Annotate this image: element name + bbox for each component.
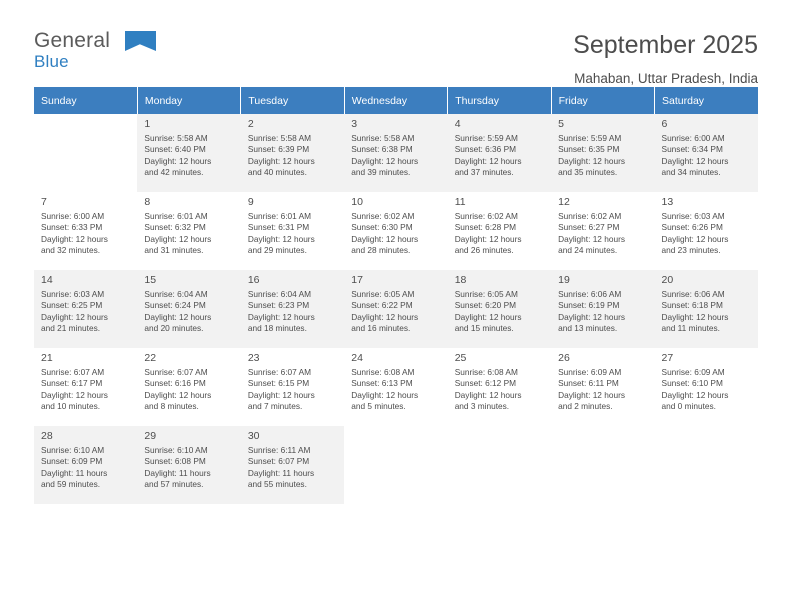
day-info-line: Sunrise: 6:10 AM	[41, 445, 105, 455]
calendar-day-cell	[137, 348, 240, 426]
calendar-day-2[interactable]	[241, 114, 344, 192]
day-info-line: Daylight: 12 hours	[454, 311, 522, 322]
day-sun-info	[558, 367, 648, 413]
calendar-day-empty	[344, 426, 447, 504]
day-info-line: Daylight: 12 hours	[454, 389, 522, 400]
day-info-line: Sunset: 6:16 PM	[144, 378, 206, 389]
day-number: 1	[144, 118, 151, 130]
day-number: 27	[661, 352, 674, 364]
location-subtitle: Mahaban, Uttar Pradesh, India	[574, 70, 758, 86]
day-number: 4	[454, 118, 461, 130]
day-number: 18	[454, 274, 467, 286]
day-info-line: Sunset: 6:11 PM	[558, 378, 619, 389]
calendar-day-11[interactable]	[448, 192, 551, 270]
calendar-table	[34, 87, 758, 504]
day-info-line: and 16 minutes.	[351, 323, 411, 334]
calendar-week-row	[34, 270, 758, 348]
calendar-day-21[interactable]	[34, 348, 137, 426]
calendar-day-cell	[34, 270, 137, 348]
day-info-line: Sunset: 6:12 PM	[454, 378, 517, 389]
day-info-line: and 55 minutes.	[247, 479, 307, 490]
day-sun-info	[455, 133, 545, 179]
calendar-day-7[interactable]	[34, 192, 137, 270]
day-info-line: and 0 minutes.	[661, 401, 716, 412]
day-sun-info	[41, 367, 131, 413]
day-sun-info	[662, 133, 752, 179]
day-sun-info	[144, 133, 234, 179]
day-info-line: and 13 minutes.	[558, 323, 618, 334]
day-info-line: Daylight: 12 hours	[247, 155, 315, 166]
day-info-line: Sunrise: 6:02 AM	[558, 211, 622, 221]
day-sun-info	[248, 211, 338, 257]
day-info-line: Sunset: 6:26 PM	[661, 222, 723, 233]
day-number: 21	[41, 352, 53, 364]
day-info-line: Sunset: 6:13 PM	[351, 378, 413, 389]
day-info-line: and 18 minutes.	[247, 323, 307, 334]
day-info-line: Sunset: 6:39 PM	[247, 144, 310, 155]
calendar-day-cell	[655, 270, 758, 348]
calendar-day-15[interactable]	[137, 270, 240, 348]
day-info-line: and 20 minutes.	[144, 323, 204, 334]
day-number: 14	[41, 274, 53, 286]
calendar-day-cell	[137, 192, 240, 270]
day-info-line: Sunrise: 6:06 AM	[558, 289, 622, 299]
day-info-line: Daylight: 12 hours	[351, 233, 419, 244]
day-info-line: Sunrise: 6:04 AM	[144, 289, 208, 299]
day-number: 15	[144, 274, 157, 286]
day-info-line: Sunrise: 6:03 AM	[661, 211, 725, 221]
day-number: 10	[351, 196, 363, 208]
calendar-day-cell	[655, 348, 758, 426]
day-sun-info	[248, 445, 338, 491]
calendar-day-cell	[655, 426, 758, 504]
weekday-header-sunday: Sunday	[34, 87, 137, 114]
day-info-line: Sunrise: 6:08 AM	[351, 367, 415, 377]
day-info-line: Sunrise: 5:59 AM	[454, 133, 518, 143]
day-info-line: and 32 minutes.	[41, 245, 101, 256]
day-info-line: Daylight: 12 hours	[558, 233, 625, 244]
day-info-line: Daylight: 12 hours	[41, 311, 108, 322]
day-info-line: and 28 minutes.	[351, 245, 411, 256]
day-info-line: and 7 minutes.	[247, 401, 303, 412]
day-number: 25	[454, 352, 467, 364]
day-number: 30	[247, 430, 260, 442]
calendar-day-16[interactable]	[241, 270, 344, 348]
calendar-day-25[interactable]	[448, 348, 551, 426]
day-info-line: Daylight: 12 hours	[41, 389, 108, 400]
calendar-day-cell	[448, 192, 551, 270]
calendar-day-cell	[551, 192, 654, 270]
day-info-line: Daylight: 12 hours	[247, 233, 315, 244]
day-sun-info	[351, 289, 441, 335]
calendar-day-cell	[137, 114, 240, 192]
day-info-line: Sunset: 6:15 PM	[247, 378, 310, 389]
day-sun-info	[351, 367, 441, 413]
day-info-line: Daylight: 12 hours	[144, 155, 212, 166]
brand-name-blue: Blue	[34, 52, 69, 71]
day-info-line: and 34 minutes.	[661, 167, 721, 178]
calendar-day-cell	[137, 426, 240, 504]
day-info-line: and 40 minutes.	[247, 167, 307, 178]
day-number: 26	[558, 352, 570, 364]
calendar-day-26[interactable]	[551, 348, 654, 426]
calendar-day-13[interactable]	[655, 192, 758, 270]
weekday-header-saturday: Saturday	[655, 87, 758, 114]
weekday-header-monday: Monday	[137, 87, 240, 114]
day-info-line: Daylight: 12 hours	[247, 311, 315, 322]
day-info-line: Daylight: 12 hours	[558, 155, 625, 166]
calendar-day-cell	[241, 348, 344, 426]
day-number: 11	[454, 196, 466, 208]
day-number: 29	[144, 430, 157, 442]
day-sun-info	[662, 211, 752, 257]
day-sun-info	[144, 445, 234, 491]
day-info-line: Sunrise: 6:02 AM	[351, 211, 415, 221]
calendar-day-cell	[34, 192, 137, 270]
day-info-line: and 35 minutes.	[558, 167, 618, 178]
day-sun-info	[455, 367, 545, 413]
day-info-line: and 2 minutes.	[558, 401, 613, 412]
day-info-line: Daylight: 12 hours	[558, 389, 625, 400]
brand-name-general: General	[34, 29, 111, 52]
day-info-line: Daylight: 12 hours	[144, 311, 212, 322]
day-info-line: Daylight: 12 hours	[351, 155, 419, 166]
day-sun-info	[351, 211, 441, 257]
day-info-line: Sunrise: 6:11 AM	[247, 445, 311, 455]
day-info-line: Daylight: 12 hours	[144, 233, 212, 244]
day-info-line: and 42 minutes.	[144, 167, 204, 178]
calendar-day-9[interactable]	[241, 192, 344, 270]
page-title: September 2025	[573, 31, 758, 59]
day-info-line: Sunset: 6:23 PM	[247, 300, 310, 311]
day-number: 3	[351, 118, 358, 130]
calendar-day-6[interactable]	[655, 114, 758, 192]
calendar-day-cell	[448, 114, 551, 192]
day-number: 6	[661, 118, 668, 130]
day-info-line: Sunset: 6:20 PM	[454, 300, 517, 311]
day-info-line: Sunrise: 5:58 AM	[247, 133, 312, 143]
day-info-line: Daylight: 11 hours	[41, 467, 108, 478]
day-info-line: Daylight: 12 hours	[661, 311, 729, 322]
calendar-day-cell	[655, 192, 758, 270]
day-info-line: Sunset: 6:38 PM	[351, 144, 413, 155]
day-info-line: and 26 minutes.	[454, 245, 514, 256]
calendar-day-23[interactable]	[241, 348, 344, 426]
day-sun-info	[41, 289, 131, 335]
calendar-day-cell	[137, 270, 240, 348]
day-info-line: and 10 minutes.	[41, 401, 101, 412]
day-info-line: and 29 minutes.	[247, 245, 307, 256]
day-info-line: Sunset: 6:34 PM	[661, 144, 723, 155]
day-info-line: Sunrise: 6:08 AM	[454, 367, 518, 377]
day-info-line: Sunset: 6:10 PM	[661, 378, 723, 389]
day-info-line: Sunset: 6:25 PM	[41, 300, 103, 311]
day-sun-info	[41, 445, 131, 491]
calendar-week-row	[34, 192, 758, 270]
day-info-line: Sunset: 6:07 PM	[247, 456, 310, 467]
day-info-line: Daylight: 12 hours	[247, 389, 315, 400]
day-info-line: Daylight: 11 hours	[144, 467, 211, 478]
day-info-line: Daylight: 12 hours	[454, 233, 522, 244]
day-number: 17	[351, 274, 363, 286]
day-sun-info	[351, 133, 441, 179]
day-info-line: Sunset: 6:36 PM	[454, 144, 517, 155]
day-info-line: Daylight: 12 hours	[144, 389, 212, 400]
calendar-day-empty	[34, 114, 137, 192]
calendar-day-cell	[34, 426, 137, 504]
day-sun-info	[144, 289, 234, 335]
day-info-line: Sunset: 6:32 PM	[144, 222, 206, 233]
day-info-line: Sunrise: 6:00 AM	[661, 133, 725, 143]
day-info-line: Sunset: 6:28 PM	[454, 222, 517, 233]
day-sun-info	[662, 289, 752, 335]
calendar-day-cell	[448, 270, 551, 348]
day-info-line: and 37 minutes.	[454, 167, 514, 178]
day-info-line: Sunrise: 5:58 AM	[144, 133, 208, 143]
weekday-header-friday: Friday	[551, 87, 654, 114]
day-info-line: Sunset: 6:33 PM	[41, 222, 103, 233]
calendar-day-cell	[34, 348, 137, 426]
day-info-line: and 8 minutes.	[144, 401, 199, 412]
calendar-day-cell	[344, 270, 447, 348]
calendar-day-22[interactable]	[137, 348, 240, 426]
day-sun-info	[248, 367, 338, 413]
day-info-line: and 31 minutes.	[144, 245, 204, 256]
calendar-day-14[interactable]	[34, 270, 137, 348]
day-info-line: Sunrise: 6:07 AM	[41, 367, 105, 377]
day-info-line: and 11 minutes.	[661, 323, 720, 334]
day-info-line: and 5 minutes.	[351, 401, 406, 412]
day-info-line: Sunrise: 6:02 AM	[454, 211, 518, 221]
calendar-day-cell	[241, 426, 344, 504]
day-info-line: Sunrise: 6:04 AM	[247, 289, 312, 299]
calendar-day-4[interactable]	[448, 114, 551, 192]
day-number: 12	[558, 196, 570, 208]
calendar-day-empty	[655, 426, 758, 504]
day-info-line: Sunrise: 6:09 AM	[661, 367, 725, 377]
day-number: 16	[247, 274, 260, 286]
day-info-line: Daylight: 12 hours	[558, 311, 625, 322]
day-info-line: Sunrise: 6:09 AM	[558, 367, 622, 377]
day-sun-info	[662, 367, 752, 413]
calendar-week-row	[34, 426, 758, 504]
day-info-line: and 59 minutes.	[41, 479, 101, 490]
day-number: 9	[247, 196, 254, 208]
day-info-line: Sunset: 6:35 PM	[558, 144, 620, 155]
day-number: 19	[558, 274, 570, 286]
day-info-line: Daylight: 12 hours	[661, 389, 729, 400]
calendar-day-29[interactable]	[137, 426, 240, 504]
day-info-line: and 15 minutes.	[454, 323, 514, 334]
calendar-day-cell	[655, 114, 758, 192]
day-sun-info	[144, 367, 234, 413]
calendar-day-cell	[241, 192, 344, 270]
day-info-line: Sunset: 6:17 PM	[41, 378, 103, 389]
day-info-line: Daylight: 12 hours	[351, 389, 419, 400]
calendar-day-cell	[551, 426, 654, 504]
calendar-day-1[interactable]	[137, 114, 240, 192]
calendar-body	[34, 114, 758, 504]
calendar-day-10[interactable]	[344, 192, 447, 270]
calendar-day-cell	[241, 114, 344, 192]
day-sun-info	[558, 289, 648, 335]
day-number: 13	[661, 196, 674, 208]
calendar-day-cell	[551, 270, 654, 348]
calendar-day-3[interactable]	[344, 114, 447, 192]
brand-logo	[34, 30, 164, 78]
calendar-header-row	[34, 87, 758, 114]
day-number: 7	[41, 196, 47, 208]
day-sun-info	[248, 289, 338, 335]
calendar-day-cell	[448, 348, 551, 426]
day-sun-info	[248, 133, 338, 179]
calendar-day-cell	[241, 270, 344, 348]
day-info-line: Sunset: 6:31 PM	[247, 222, 310, 233]
day-number: 28	[41, 430, 53, 442]
calendar-day-28[interactable]	[34, 426, 137, 504]
day-info-line: and 21 minutes.	[41, 323, 101, 334]
day-info-line: Sunrise: 6:00 AM	[41, 211, 105, 221]
day-info-line: Sunrise: 6:03 AM	[41, 289, 105, 299]
day-info-line: Sunset: 6:40 PM	[144, 144, 206, 155]
day-number: 22	[144, 352, 157, 364]
title-block	[573, 30, 758, 86]
day-info-line: Sunset: 6:09 PM	[41, 456, 103, 467]
day-info-line: Daylight: 12 hours	[661, 155, 729, 166]
weekday-header-wednesday: Wednesday	[344, 87, 447, 114]
day-info-line: Daylight: 11 hours	[247, 467, 315, 478]
day-info-line: and 57 minutes.	[144, 479, 204, 490]
day-info-line: Sunset: 6:19 PM	[558, 300, 620, 311]
calendar-day-cell	[551, 114, 654, 192]
calendar-day-8[interactable]	[137, 192, 240, 270]
day-info-line: Daylight: 12 hours	[351, 311, 419, 322]
weekday-header-thursday: Thursday	[448, 87, 551, 114]
calendar-week-row	[34, 114, 758, 192]
day-info-line: Sunrise: 6:07 AM	[247, 367, 312, 377]
calendar-day-cell	[344, 114, 447, 192]
calendar-day-cell	[344, 426, 447, 504]
day-info-line: Sunrise: 6:05 AM	[351, 289, 415, 299]
day-info-line: Daylight: 12 hours	[41, 233, 108, 244]
calendar-day-empty	[551, 426, 654, 504]
calendar-day-cell	[34, 114, 137, 192]
day-info-line: Sunrise: 6:10 AM	[144, 445, 208, 455]
page-header	[34, 0, 758, 86]
calendar-day-24[interactable]	[344, 348, 447, 426]
day-info-line: and 23 minutes.	[661, 245, 721, 256]
weekday-header-tuesday: Tuesday	[241, 87, 344, 114]
day-info-line: Sunrise: 5:58 AM	[351, 133, 415, 143]
day-info-line: Daylight: 12 hours	[661, 233, 729, 244]
calendar-day-5[interactable]	[551, 114, 654, 192]
day-sun-info	[455, 211, 545, 257]
calendar-day-cell	[551, 348, 654, 426]
day-info-line: and 24 minutes.	[558, 245, 618, 256]
day-info-line: Sunset: 6:22 PM	[351, 300, 413, 311]
calendar-day-cell	[344, 192, 447, 270]
calendar-day-27[interactable]	[655, 348, 758, 426]
day-info-line: Sunrise: 6:06 AM	[661, 289, 725, 299]
day-number: 8	[144, 196, 151, 208]
day-sun-info	[558, 211, 648, 257]
calendar-day-cell	[448, 426, 551, 504]
calendar-day-18[interactable]	[448, 270, 551, 348]
day-sun-info	[144, 211, 234, 257]
day-info-line: and 3 minutes.	[454, 401, 510, 412]
day-sun-info	[41, 211, 131, 257]
day-info-line: Sunrise: 5:59 AM	[558, 133, 622, 143]
day-info-line: and 39 minutes.	[351, 167, 411, 178]
calendar-day-30[interactable]	[241, 426, 344, 504]
day-number: 20	[661, 274, 674, 286]
day-info-line: Sunrise: 6:01 AM	[144, 211, 208, 221]
day-info-line: Sunset: 6:24 PM	[144, 300, 206, 311]
day-number: 24	[351, 352, 363, 364]
day-sun-info	[455, 289, 545, 335]
calendar-day-20[interactable]	[655, 270, 758, 348]
calendar-day-17[interactable]	[344, 270, 447, 348]
day-info-line: Daylight: 12 hours	[454, 155, 522, 166]
calendar-day-empty	[448, 426, 551, 504]
day-number: 23	[247, 352, 260, 364]
day-number: 5	[558, 118, 564, 130]
calendar-day-12[interactable]	[551, 192, 654, 270]
day-info-line: Sunrise: 6:01 AM	[247, 211, 312, 221]
day-info-line: Sunset: 6:08 PM	[144, 456, 206, 467]
calendar-day-cell	[344, 348, 447, 426]
day-info-line: Sunset: 6:27 PM	[558, 222, 620, 233]
day-info-line: Sunrise: 6:05 AM	[454, 289, 518, 299]
day-number: 2	[247, 118, 254, 130]
day-info-line: Sunrise: 6:07 AM	[144, 367, 208, 377]
calendar-day-19[interactable]	[551, 270, 654, 348]
day-info-line: Sunset: 6:30 PM	[351, 222, 413, 233]
day-info-line: Sunset: 6:18 PM	[661, 300, 723, 311]
day-sun-info	[558, 133, 648, 179]
calendar-week-row	[34, 348, 758, 426]
